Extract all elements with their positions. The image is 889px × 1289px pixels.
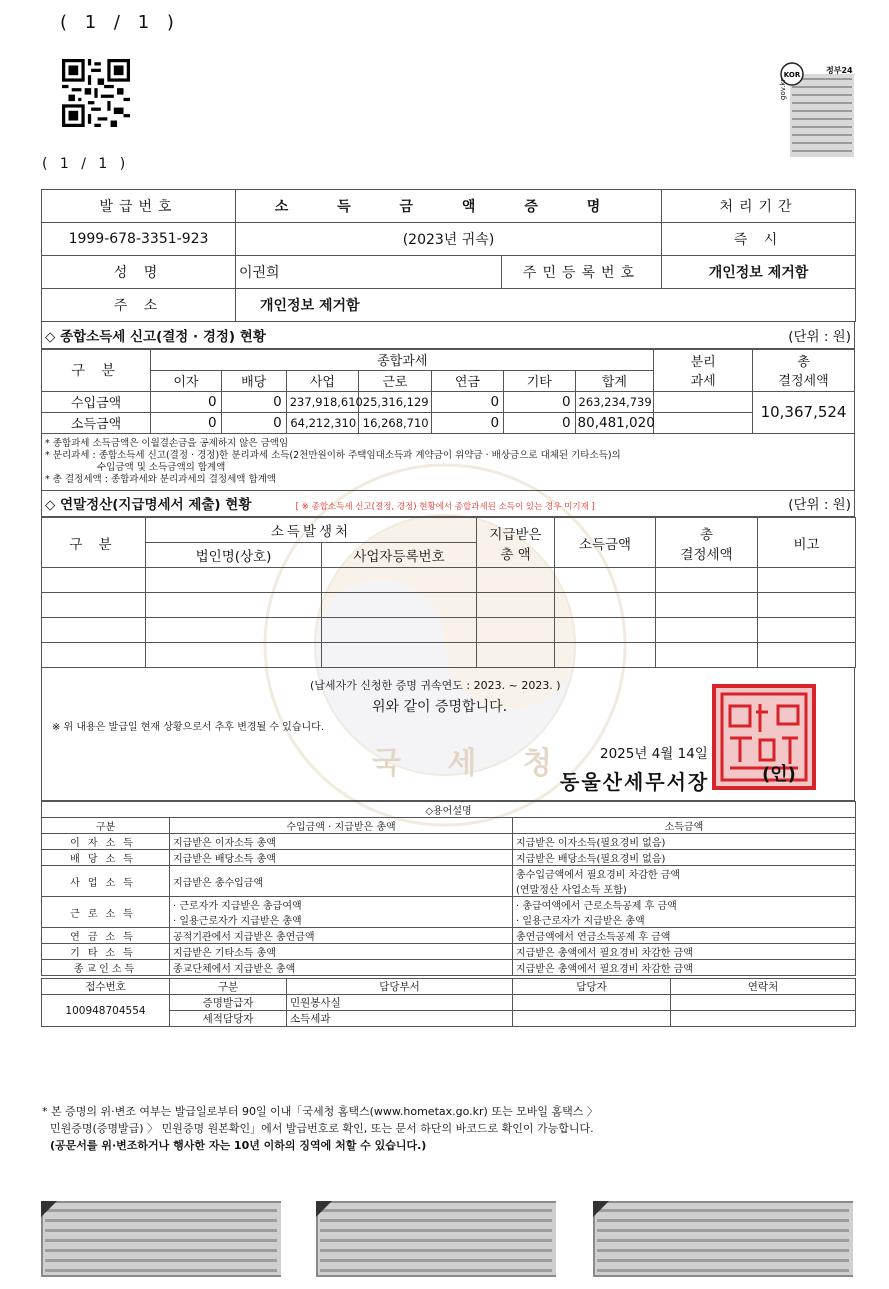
glossary-a: 지급받은 기타소득 총액 (170, 944, 513, 960)
col-group-composite: 종합과세 (151, 349, 654, 370)
table-row (42, 960, 856, 976)
page-number-top: ( 1 / 1 ) (60, 12, 180, 33)
glossary-key: 종교인소득 (42, 960, 170, 976)
section1-unit: (단위 : 원) (788, 328, 851, 345)
cell-value: 16,268,710 (359, 412, 431, 433)
cell-value: 0 (431, 391, 503, 412)
glossary-b: 지급받은 총액에서 필요경비 차감한 금액 (513, 944, 856, 960)
cert-disclaimer: ※ 위 내용은 발급일 현재 상황으로서 추후 변경될 수 있습니다. (52, 722, 325, 733)
table-row (42, 928, 856, 944)
section1-notes (41, 434, 855, 491)
col-paid (477, 518, 555, 568)
cell-value: 0 (504, 391, 575, 412)
process-label: 처리기간 (662, 190, 856, 223)
cell-value: 25,316,129 (359, 391, 431, 412)
rrn-value: 개인정보 제거함 (662, 256, 856, 289)
glossary-b-line2: · 일용근로자가 지급받은 총액 (516, 916, 645, 927)
col-separate-line1: 분리 (690, 355, 716, 370)
glossary-b (513, 866, 856, 897)
col-separate-line2: 과세 (690, 374, 716, 389)
col-total (753, 349, 855, 391)
glossary-a-line2: · 일용근로자가 지급받은 총액 (173, 916, 302, 927)
certificate-body (41, 189, 855, 1027)
section2-title: ◇ 연말정산(지급명세서 제출) 현황 (45, 497, 252, 514)
table-row (42, 866, 856, 897)
process-value: 즉 시 (662, 223, 856, 256)
section2-header (41, 491, 855, 518)
cert-statement: 위와 같이 증명합니다. (372, 699, 508, 715)
cell-value: 0 (221, 412, 286, 433)
total-tax-value: 10,367,524 (753, 391, 855, 433)
col-total-line2: 결정세액 (778, 374, 829, 389)
receipt-dept: 소득세과 (287, 1011, 513, 1027)
cell-value: 0 (504, 412, 575, 433)
col-other: 기타 (504, 370, 575, 391)
barcode-3 (593, 1201, 853, 1277)
cell-value: 0 (151, 391, 221, 412)
gov-logo-text: KOR (783, 71, 801, 79)
glossary-key: 이자소득 (42, 834, 170, 850)
note-line: 수입금액 및 소득금액의 합계액 (97, 461, 226, 473)
cell-value: 263,234,739 (575, 391, 654, 412)
glossary-b (513, 897, 856, 928)
table-row (42, 897, 856, 928)
cert-watermark-text: 국 세 청 (372, 746, 570, 781)
glossary-b: 지급받은 이자소득(필요경비 없음) (513, 834, 856, 850)
cell-value: 0 (221, 391, 286, 412)
gov-url: gov.kr (779, 78, 787, 100)
glossary-table (41, 801, 856, 976)
cert-period: (납세자가 신청한 증명 귀속연도 : 2023. ~ 2023. ) (310, 679, 561, 692)
col-tax-line2: 결정세액 (680, 546, 733, 563)
col-tax (656, 518, 758, 568)
row-label: 소득금액 (42, 412, 151, 433)
col-pension: 연금 (431, 370, 503, 391)
col-paid-line2: 총 액 (500, 546, 531, 563)
glossary-a: 지급받은 이자소득 총액 (170, 834, 513, 850)
note-line: * 종합과세 소득금액은 이월결손금을 공제하지 않은 금액임 (45, 437, 289, 449)
cert-date: 2025년 4월 14일 (600, 746, 708, 762)
name-label: 성 명 (42, 256, 236, 289)
cell-value: 0 (151, 412, 221, 433)
table-row (42, 412, 855, 433)
col-sum: 합계 (575, 370, 654, 391)
receipt-col-no: 접수번호 (42, 979, 170, 995)
table-row (42, 643, 856, 668)
section1-title: ◇ 종합소득세 신고(결정 · 경정) 현황 (45, 328, 266, 345)
note-line: * 분리과세 : 종합소득세 신고(결정 · 경정)한 분리과세 소득(2천만원이하 주택임대소득과 계약금이 위약금 · 배상금으로 대체된 기타소득)의 (45, 449, 621, 461)
col-business: 사업 (286, 370, 358, 391)
glossary-b: 총연금액에서 연금소득공제 후 금액 (513, 928, 856, 944)
issue-no-value: 1999-678-3351-923 (42, 223, 236, 256)
glossary-col1: 구분 (42, 818, 170, 834)
table-row (42, 568, 856, 593)
glossary-a: 종교단체에서 지급받은 총액 (170, 960, 513, 976)
table-row (42, 618, 856, 643)
table-row (42, 834, 856, 850)
address-label: 주 소 (42, 289, 236, 322)
gov24-label: 정부24 (826, 66, 853, 75)
seal-mark: (인) (762, 764, 796, 785)
col-corp: 법인명(상호) (146, 543, 322, 568)
gov24-stamp (778, 62, 854, 157)
glossary-key: 배당소득 (42, 850, 170, 866)
receipt-no: 100948704554 (42, 995, 170, 1027)
cell-value: 0 (431, 412, 503, 433)
qr-code (62, 59, 130, 127)
glossary-a (170, 897, 513, 928)
col-category: 구 분 (42, 349, 151, 391)
receipt-type: 증명발급자 (170, 995, 287, 1011)
name-value: 이권희 (236, 256, 502, 289)
col-source: 소득발생처 (146, 518, 477, 543)
glossary-a-line1: · 근로자가 지급받은 총급여액 (173, 901, 302, 912)
row-label: 수입금액 (42, 391, 151, 412)
receipt-dept: 민원봉사실 (287, 995, 513, 1011)
cell-value: 64,212,310 (286, 412, 358, 433)
table-row (42, 944, 856, 960)
glossary-a: 공적기관에서 지급받은 총연금액 (170, 928, 513, 944)
barcode-2 (316, 1201, 556, 1277)
col-bizno: 사업자등록번호 (322, 543, 477, 568)
glossary-b-line1: · 총급여액에서 근로소득공제 후 금액 (516, 901, 677, 912)
glossary-key: 기타소득 (42, 944, 170, 960)
col-separate (654, 349, 753, 391)
col-paid-line1: 지급받은 (489, 526, 542, 543)
col-labor: 근로 (359, 370, 431, 391)
note-line: * 총 결정세액 : 종합과세와 분리과세의 결정세액 합계액 (45, 473, 276, 485)
cert-issuer: 동울산세무서장 (560, 770, 710, 794)
glossary-key: 사업소득 (42, 866, 170, 897)
glossary-key: 근로소득 (42, 897, 170, 928)
receipt-table (41, 978, 856, 1027)
receipt-col-contact: 연락처 (671, 979, 856, 995)
page-title: 소 득 금 액 증 명 (236, 190, 662, 223)
glossary-col2: 수입금액 · 지급받은 총액 (170, 818, 513, 834)
section2-unit: (단위 : 원) (788, 497, 851, 514)
glossary-col3: 소득금액 (513, 818, 856, 834)
receipt-col-type: 구분 (170, 979, 287, 995)
col-dividend: 배당 (221, 370, 286, 391)
glossary-b: 지급받은 총액에서 필요경비 차감한 금액 (513, 960, 856, 976)
rrn-label: 주민등록번호 (502, 256, 662, 289)
footer-line1: * 본 증명의 위·변조 여부는 발급일로부터 90일 이내「국세청 홈택스(www.hometax.go.kr) 또는 모바일 홈택스 〉 (42, 1105, 598, 1118)
glossary-b-line1: 총수입금액에서 필요경비 차감한 금액 (516, 870, 681, 881)
table-row (42, 995, 856, 1011)
receipt-type: 세적담당자 (170, 1011, 287, 1027)
income-table (41, 349, 855, 434)
footer-line3: (공문서를 위·변조하거나 행사한 자는 10년 이하의 징역에 처할 수 있습니다.) (50, 1139, 427, 1152)
glossary-key: 연금소득 (42, 928, 170, 944)
gov24-pattern (778, 62, 854, 157)
section1-header (41, 322, 855, 349)
address-value: 개인정보 제거함 (236, 289, 856, 322)
cell-value: 237,918,610 (286, 391, 358, 412)
table-row (42, 850, 856, 866)
glossary-b-line2: (연말정산 사업소득 포함) (516, 885, 627, 896)
col-tax-line1: 총 (699, 526, 714, 543)
page-subtitle: (2023년 귀속) (236, 223, 662, 256)
footer-line2: 민원증명(증명발급) 〉 민원증명 원본확인」에서 발급번호로 확인, 또는 문서 하단의 바코드로 확인이 가능합니다. (50, 1122, 594, 1135)
issue-no-label: 발급번호 (42, 190, 236, 223)
footer-note (42, 1103, 842, 1154)
yearend-table (41, 517, 856, 668)
table-row (42, 593, 856, 618)
section2-note: [ ※ 종합소득세 신고(결정, 경정) 현황에서 종합과세된 소득이 있는 경우 미기재 ] (295, 502, 595, 513)
glossary-title: ◇용어설명 (42, 802, 856, 818)
col-interest: 이자 (151, 370, 221, 391)
table-row (42, 391, 855, 412)
col-total-line1: 총 (797, 355, 810, 370)
glossary-a: 지급받은 배당소득 총액 (170, 850, 513, 866)
receipt-col-dept: 담당부서 (287, 979, 513, 995)
glossary-a: 지급받은 총수입금액 (170, 866, 513, 897)
header-table (41, 189, 856, 322)
col-remark: 비고 (758, 518, 856, 568)
cell-value: 80,481,020 (575, 412, 654, 433)
col-category: 구 분 (42, 518, 146, 568)
receipt-col-person: 담당자 (513, 979, 671, 995)
certification-block (41, 668, 855, 801)
col-income: 소득금액 (555, 518, 656, 568)
page-number-table: ( 1 / 1 ) (42, 156, 130, 172)
glossary-b: 지급받은 배당소득(필요경비 없음) (513, 850, 856, 866)
barcode-1 (41, 1201, 281, 1277)
